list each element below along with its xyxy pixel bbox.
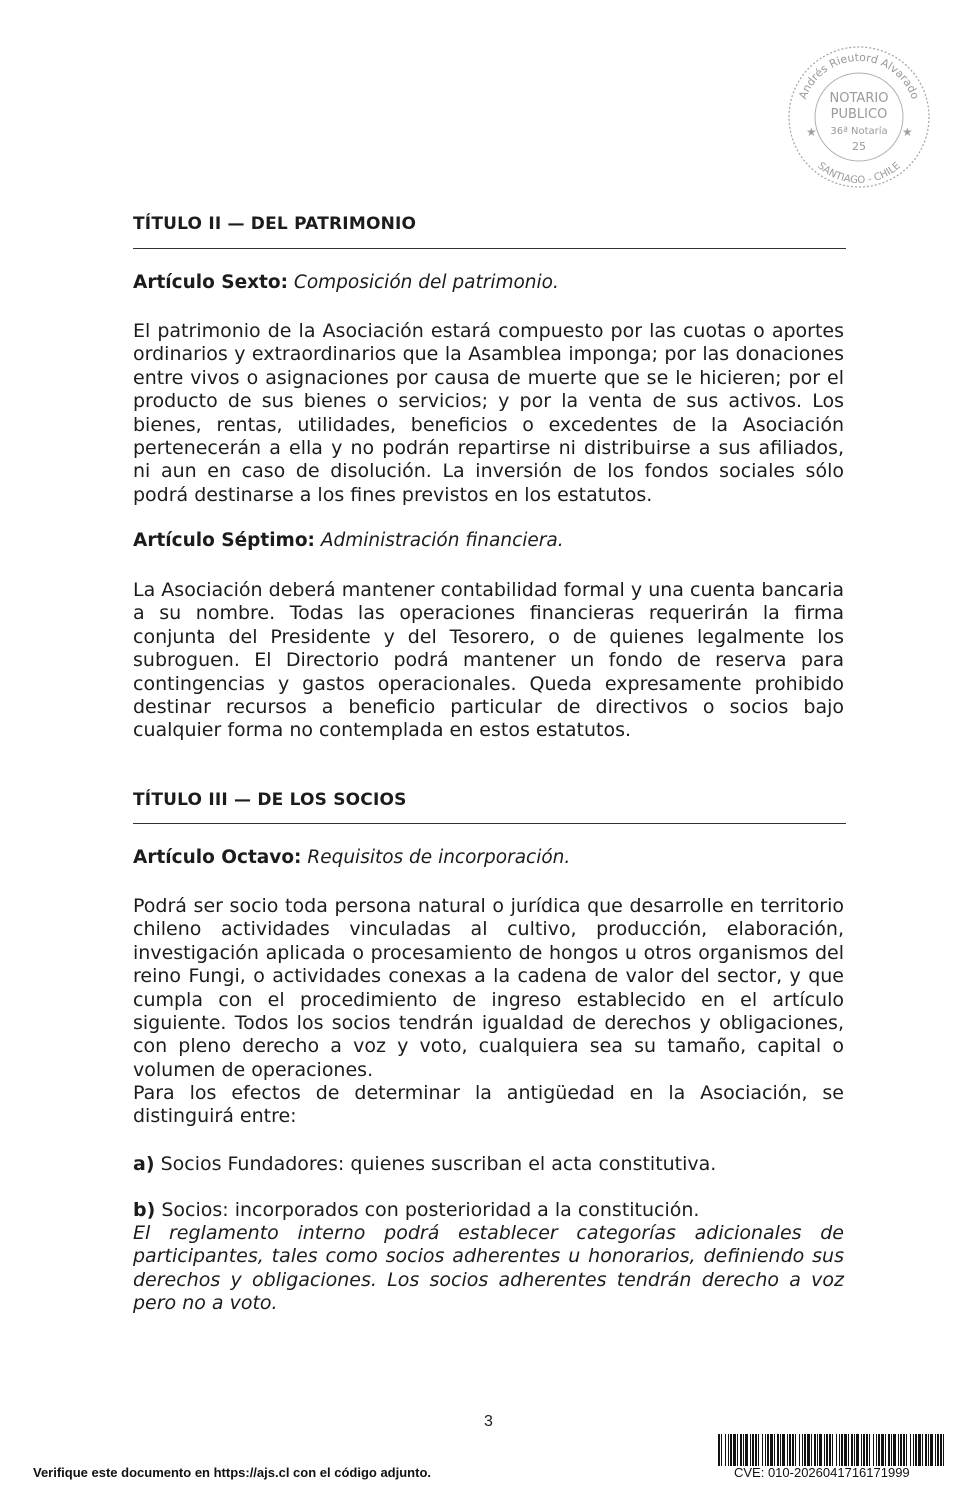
list-item-a <box>133 1153 716 1175</box>
barcode-bar <box>799 1434 800 1466</box>
barcode-bar <box>943 1434 944 1466</box>
barcode-bar <box>777 1434 779 1466</box>
barcode-bar <box>750 1434 751 1466</box>
barcode-bar <box>915 1434 917 1466</box>
barcode-bar <box>873 1434 874 1466</box>
article-8-title <box>133 847 570 868</box>
seal-line-3: 36ª Notaría <box>830 126 888 137</box>
barcode-bar <box>762 1434 763 1466</box>
notary-seal <box>786 44 932 190</box>
barcode-bar <box>721 1434 722 1466</box>
barcode-bar <box>839 1434 840 1466</box>
page-number: 3 <box>484 1413 493 1430</box>
article-6-body: El patrimonio de la Asociación estará compuesto por las cuotas o aportes ordinarios y extraordinarios que la Asamblea imponga; por las donaciones entre vivos o asignaciones por causa de muerte que se le hicieren; por el producto de sus bienes o servicios; y por la venta de sus activos. Los bienes, rentas, utilidades, beneficios o excedentes de la Asociación pertenecerán a ella y no podrán repartirse ni distribuirse a sus afiliados, ni aun en caso de disolución. La inversión de los fondos sociales sólo podrá destinarse a los fines previstos en los estatutos. <box>133 320 844 506</box>
barcode-bar <box>758 1434 759 1466</box>
barcode-bar <box>811 1434 812 1466</box>
barcode-bar <box>737 1434 738 1466</box>
barcode-bar <box>869 1434 870 1466</box>
verification-note: Verifique este documento en https://ajs.cl con el código adjunto. <box>33 1465 431 1480</box>
barcode-bar <box>755 1434 757 1466</box>
barcode-bar <box>940 1434 942 1466</box>
barcode-bar <box>848 1434 849 1466</box>
barcode-bar <box>925 1434 927 1466</box>
list-item-b-text: Socios: incorporados con posterioridad a la constitución. <box>161 1199 700 1221</box>
article-8-body-1: Podrá ser socio toda persona natural o jurídica que desarrolle en territorio chileno actividades vinculadas al cultivo, producción, elaboración, investigación aplicada o procesamiento de hongos u otros organismos del reino Fungi, o actividades conexas a la cadena de valor del sector, y que cumpla con el procedimiento de ingreso establecido en el artículo siguiente. Todos los socios tendrán igualdad de derechos y obligaciones, con pleno derecho a voz y voto, cualquiera sea su tamaño, capital o volumen de operaciones. <box>133 895 844 1081</box>
barcode-bar <box>765 1434 766 1466</box>
seal-line-1: NOTARIO <box>829 91 889 106</box>
title-3-heading: TÍTULO III — DE LOS SOCIOS <box>133 790 407 810</box>
barcode-bar <box>913 1434 914 1466</box>
article-8-subtitle: Requisitos de incorporación. <box>307 847 571 868</box>
seal-ring-bottom: SANTIAGO - CHILE <box>815 160 903 187</box>
svg-text:SANTIAGO - CHILE <box>815 160 902 186</box>
article-7-label: Artículo Séptimo: <box>133 530 315 551</box>
seal-star-right-icon: ★ <box>902 125 913 139</box>
barcode-bar <box>752 1434 754 1466</box>
barcode-bar <box>836 1434 837 1466</box>
barcode-bar <box>826 1434 828 1466</box>
barcode-bar <box>937 1434 939 1466</box>
barcode-bar <box>740 1434 742 1466</box>
barcode-bar <box>814 1434 816 1466</box>
list-item-b <box>133 1199 699 1221</box>
barcode-bar <box>876 1434 877 1466</box>
barcode-bar <box>854 1434 855 1466</box>
barcode-bar <box>804 1434 806 1466</box>
article-8-label: Artículo Octavo: <box>133 847 302 868</box>
barcode-bar <box>780 1434 781 1466</box>
barcode-bar <box>844 1434 847 1466</box>
barcode-bar <box>930 1434 933 1466</box>
barcode-bar <box>841 1434 843 1466</box>
barcode-bar <box>829 1434 831 1466</box>
barcode-bar <box>863 1434 865 1466</box>
barcode-bar <box>906 1434 907 1466</box>
barcode-icon <box>718 1434 947 1466</box>
barcode-bar <box>807 1434 810 1466</box>
seal-line-2: PUBLICO <box>830 107 888 122</box>
barcode-bar <box>782 1434 785 1466</box>
barcode-bar <box>819 1434 822 1466</box>
barcode-bar <box>910 1434 911 1466</box>
article-8-body-2: Para los efectos de determinar la antigüedad en la Asociación, se distinguirá entre: <box>133 1082 844 1128</box>
article-7-body: La Asociación deberá mantener contabilidad formal y una cuenta bancaria a su nombre. Todas las operaciones financieras requerirán la firma conjunta del Presidente y del Tesorero, o de quienes legalmente los subroguen. El Directorio podrá mantener un fondo de reserva para contingencias y gastos operacionales. Queda expresamente prohibido destinar recursos a beneficio particular de directivos o socios bajo cualquier forma no contemplada en estos estatutos. <box>133 579 844 742</box>
article-6-title <box>133 272 559 293</box>
barcode-bar <box>856 1434 859 1466</box>
barcode-bar <box>745 1434 748 1466</box>
barcode-bar <box>718 1434 720 1466</box>
article-6-label: Artículo Sexto: <box>133 272 289 293</box>
barcode-bar <box>888 1434 890 1466</box>
barcode-bar <box>725 1434 726 1466</box>
barcode-bar <box>832 1434 833 1466</box>
barcode-bar <box>743 1434 744 1466</box>
barcode-bar <box>774 1434 775 1466</box>
barcode-bar <box>893 1434 896 1466</box>
article-6-subtitle: Composición del patrimonio. <box>293 272 559 293</box>
barcode-bar <box>792 1434 794 1466</box>
barcode-bar <box>922 1434 923 1466</box>
barcode-bar <box>881 1434 884 1466</box>
list-item-b-marker: b) <box>133 1199 156 1221</box>
barcode-bar <box>789 1434 791 1466</box>
barcode-bar <box>866 1434 868 1466</box>
barcode-bar <box>903 1434 905 1466</box>
barcode-bar <box>730 1434 732 1466</box>
title-2-heading: TÍTULO II — DEL PATRIMONIO <box>133 214 417 234</box>
barcode-bar <box>795 1434 796 1466</box>
barcode-bar <box>885 1434 886 1466</box>
seal-ring-top: Andrés Rieutord Alvarado <box>796 50 922 101</box>
barcode-bar <box>900 1434 902 1466</box>
list-item-a-marker: a) <box>133 1153 155 1175</box>
title-2-rule <box>133 248 846 249</box>
barcode-bar <box>918 1434 921 1466</box>
barcode-bar <box>851 1434 853 1466</box>
barcode-bar <box>787 1434 788 1466</box>
seal-star-left-icon: ★ <box>806 125 817 139</box>
seal-line-4: 25 <box>852 140 866 153</box>
barcode-bar <box>770 1434 773 1466</box>
barcode-bar <box>861 1434 862 1466</box>
title-3-rule <box>133 823 846 824</box>
barcode-bar <box>728 1434 729 1466</box>
barcode-bar <box>891 1434 892 1466</box>
barcode-bar <box>878 1434 880 1466</box>
article-8-note: El reglamento interno podrá establecer categorías adicionales de participantes, tales como socios adherentes u honorarios, definiendo sus derechos y obligaciones. Los socios adherentes tendrán derecho a voz pero no a voto. <box>133 1222 844 1315</box>
list-item-a-text: Socios Fundadores: quienes suscriban el acta constitutiva. <box>160 1153 717 1175</box>
barcode-bar <box>802 1434 803 1466</box>
barcode-bar <box>817 1434 818 1466</box>
barcode-bar <box>935 1434 936 1466</box>
barcode-bar <box>767 1434 769 1466</box>
cve-code: CVE: 010-2026041716171999 <box>734 1465 910 1480</box>
article-7-title <box>133 530 564 551</box>
article-7-subtitle: Administración financiera. <box>320 530 564 551</box>
barcode-bar <box>824 1434 825 1466</box>
barcode-bar <box>733 1434 736 1466</box>
barcode-bar <box>928 1434 929 1466</box>
barcode-bar <box>898 1434 899 1466</box>
